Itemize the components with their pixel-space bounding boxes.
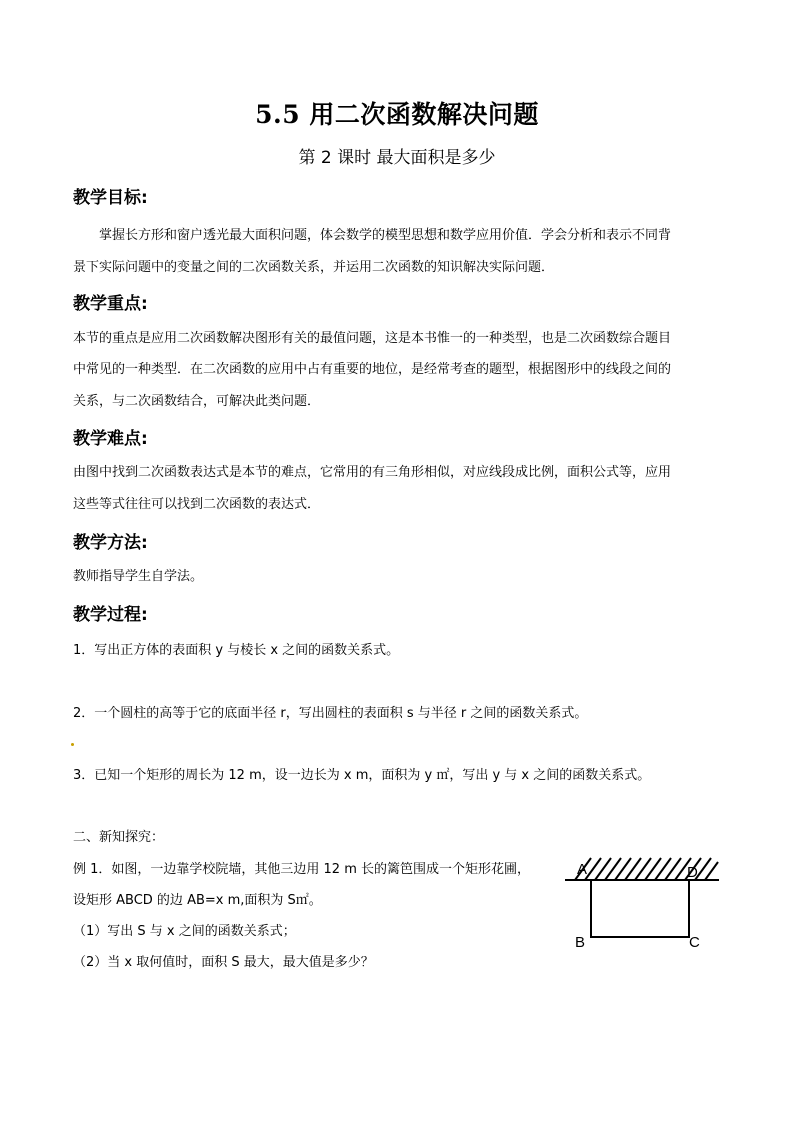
- methods-line-1: 教师指导学生自学法。: [73, 569, 204, 584]
- difficulties-line-1: 由图中找到二次函数表达式是本节的难点，它常用的有三角形相似，对应线段成比例，面积公式等，应用: [73, 465, 672, 480]
- new-knowledge-heading: 二、新知探究：: [73, 830, 165, 845]
- objectives-line-1: 掌握长方形和窗户透光最大面积问题，体会数学的模型思想和数学应用价值．学会分析和表示不同背: [99, 228, 672, 243]
- fence-rectangle: [591, 880, 689, 937]
- example-question-1: （1）写出 S 与 x 之间的函数关系式；: [73, 924, 296, 939]
- example-line-1: 例 1．如图，一边靠学校院墙，其他三边用 12 m 长的篱笆围成一个矩形花圃，: [73, 862, 531, 877]
- difficulties-heading: 教学难点:: [73, 429, 148, 449]
- stray-mark: [71, 743, 74, 746]
- example-question-2: （2）当 x 取何值时，面积 S 最大，最大值是多少？: [73, 955, 374, 970]
- process-item-1: 1．写出正方体的表面积 y 与棱长 x 之间的函数关系式。: [73, 643, 400, 658]
- key-points-line-1: 本节的重点是应用二次函数解决图形有关的最值问题，这是本书惟一的一种类型，也是二次函数综合题目: [73, 331, 672, 346]
- vertex-label-d: D: [687, 864, 698, 881]
- difficulties-line-2: 这些等式往往可以找到二次函数的表达式．: [73, 497, 321, 512]
- key-points-line-2: 中常见的一种类型．在二次函数的应用中占有重要的地位，是经常考查的题型，根据图形中的线段之间的: [73, 362, 672, 377]
- process-item-3: 3．已知一个矩形的周长为 12 m，设一边长为 x m，面积为 y ㎡，写出 y 与 x 之间的函数关系式。: [73, 768, 651, 783]
- vertex-label-b: B: [575, 934, 586, 951]
- objectives-line-2: 景下实际问题中的变量之间的二次函数关系，并运用二次函数的知识解决实际问题．: [73, 260, 555, 275]
- key-points-heading: 教学重点:: [73, 294, 148, 314]
- methods-heading: 教学方法:: [73, 533, 148, 553]
- process-heading: 教学过程:: [73, 605, 148, 625]
- rectangle-wall-figure: [561, 852, 721, 952]
- process-item-2: 2．一个圆柱的高等于它的底面半径 r，写出圆柱的表面积 s 与半径 r 之间的函数关系式。: [73, 706, 588, 721]
- objectives-heading: 教学目标:: [73, 188, 148, 208]
- document-subtitle: 第 2 课时 最大面积是多少: [298, 148, 496, 168]
- document-title: 5.5 用二次函数解决问题: [255, 100, 539, 129]
- key-points-line-3: 关系，与二次函数结合，可解决此类问题．: [73, 394, 321, 409]
- example-line-2: 设矩形 ABCD 的边 AB=x m,面积为 S㎡。: [73, 893, 322, 908]
- vertex-label-c: C: [689, 934, 700, 951]
- vertex-label-a: A: [577, 861, 588, 878]
